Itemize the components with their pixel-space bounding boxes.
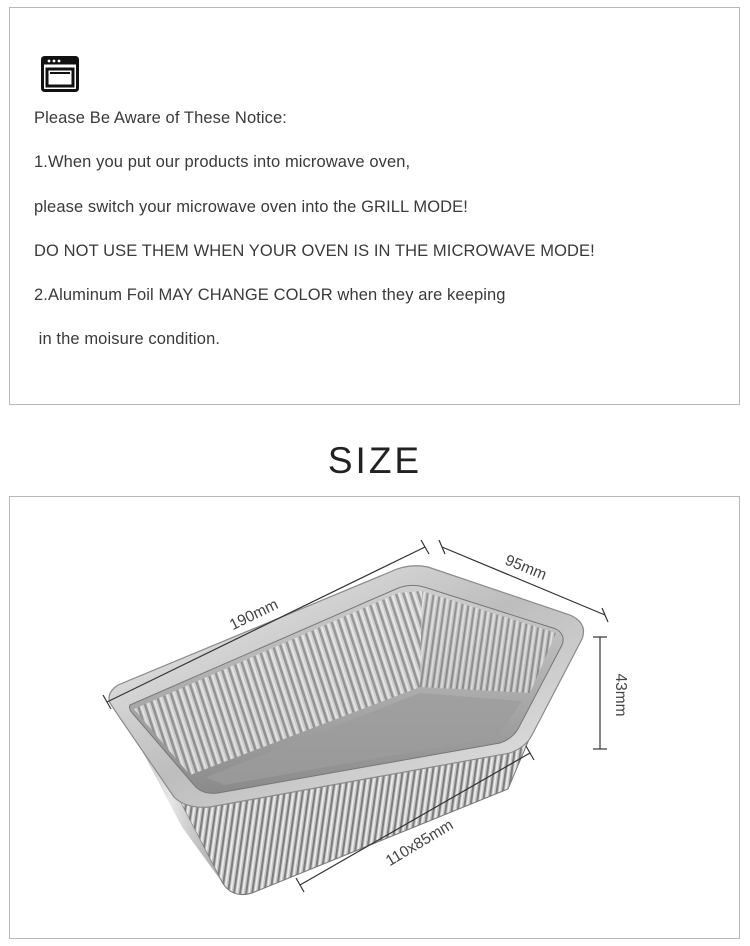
dimension-width-label: 95mm [502, 551, 549, 584]
notice-heading: Please Be Aware of These Notice: [34, 109, 287, 127]
size-panel [9, 496, 740, 939]
notice-line-5: in the moisure condition. [34, 330, 221, 348]
dimension-length-label: 190mm [227, 595, 281, 634]
dimension-height [593, 637, 607, 749]
dimension-bottom-label: 110x85mm [382, 816, 457, 870]
notice-line-1: 1.When you put our products into microwave oven, [34, 153, 411, 171]
notice-panel [9, 7, 740, 405]
oven-icon [41, 56, 79, 92]
notice-line-4: 2.Aluminum Foil MAY CHANGE COLOR when they are keeping [34, 286, 506, 304]
notice-line-2: please switch your microwave oven into the GRILL MODE! [34, 198, 468, 216]
notice-line-3: DO NOT USE THEM WHEN YOUR OVEN IS IN THE MICROWAVE MODE! [34, 242, 595, 260]
foil-pan-diagram [10, 497, 740, 939]
dimension-height-label: 43mm [612, 673, 629, 717]
size-title: SIZE [327, 440, 423, 481]
